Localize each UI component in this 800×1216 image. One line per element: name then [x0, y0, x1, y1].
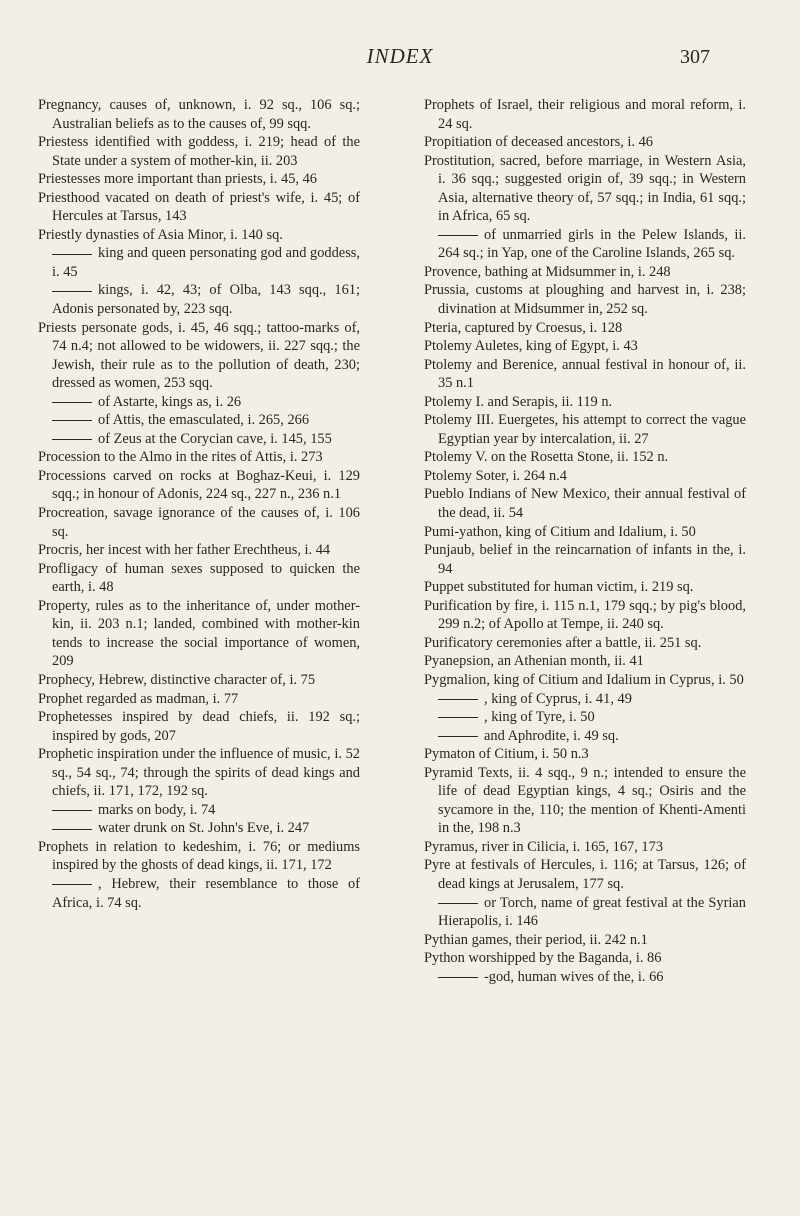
index-subentry: [424, 894, 746, 931]
entry-text: , king of Tyre, i. 50: [484, 709, 595, 726]
index-subentry: [38, 875, 360, 912]
index-entry: [424, 634, 746, 653]
index-entry: [38, 319, 360, 393]
entry-text: Ptolemy I. and Serapis, ii. 119 n.: [424, 393, 613, 410]
index-subentry: [38, 244, 360, 281]
index-entry: [38, 838, 360, 875]
repeat-dash: [438, 977, 478, 978]
page-header: [0, 44, 800, 74]
entry-text: Priestly dynasties of Asia Minor, i. 140 sq.: [38, 226, 283, 243]
entry-text: Procris, her incest with her father Erechtheus, i. 44: [38, 542, 331, 559]
index-subentry: [38, 819, 360, 838]
entry-text: Profligacy of human sexes supposed to quicken the earth, i. 48: [38, 560, 360, 596]
entry-text: Priestesses more important than priests, i. 45, 46: [38, 171, 317, 188]
entry-text: Procession to the Almo in the rites of Attis, i. 273: [38, 449, 323, 466]
entry-text: Prussia, customs at ploughing and harvest in, i. 238; divination at Midsummer in, 252 sq.: [424, 282, 746, 318]
index-entry: [424, 931, 746, 950]
index-entry: [424, 281, 746, 318]
index-entry: [424, 856, 746, 893]
repeat-dash: [438, 699, 478, 700]
index-entry: [38, 226, 360, 245]
index-entry: [424, 949, 746, 968]
index-subentry: [424, 690, 746, 709]
entry-text: Pygmalion, king of Citium and Idalium in Cyprus, i. 50: [424, 671, 744, 688]
index-entry: [424, 652, 746, 671]
index-entry: [38, 560, 360, 597]
repeat-dash: [52, 254, 92, 255]
index-subentry: [38, 411, 360, 430]
index-entry: [424, 578, 746, 597]
index-entry: [424, 467, 746, 486]
index-entry: [424, 764, 746, 838]
repeat-dash: [52, 884, 92, 885]
index-entry: [38, 467, 360, 504]
entry-text: Provence, bathing at Midsummer in, i. 248: [424, 263, 671, 280]
entry-text: Propitiation of deceased ancestors, i. 46: [424, 134, 653, 151]
index-entry: [38, 745, 360, 801]
entry-text: and Aphrodite, i. 49 sq.: [484, 727, 619, 744]
repeat-dash: [52, 810, 92, 811]
repeat-dash: [52, 291, 92, 292]
repeat-dash: [52, 420, 92, 421]
index-entry: [424, 356, 746, 393]
index-subentry: [424, 727, 746, 746]
entry-text: of Zeus at the Corycian cave, i. 145, 155: [98, 430, 332, 447]
index-entry: [38, 671, 360, 690]
index-entry: [424, 597, 746, 634]
repeat-dash: [52, 439, 92, 440]
entry-text: Prophet regarded as madman, i. 77: [38, 690, 239, 707]
repeat-dash: [52, 829, 92, 830]
index-entry: [38, 504, 360, 541]
index-entry: [424, 263, 746, 282]
entry-text: Python worshipped by the Baganda, i. 86: [424, 950, 662, 967]
entry-text: Purification by fire, i. 115 n.1, 179 sqq.; by pig's blood, 299 n.2; of Apollo at Tempe, ii. 240 sq.: [424, 597, 746, 633]
entry-text: Prophetesses inspired by dead chiefs, ii. 192 sq.; inspired by gods, 207: [38, 709, 360, 744]
index-subentry: [38, 393, 360, 412]
index-entry: [38, 96, 360, 133]
index-entry: [424, 745, 746, 764]
repeat-dash: [438, 736, 478, 737]
index-entry: [38, 690, 360, 709]
left-index-column: [38, 96, 360, 912]
entry-text: Ptolemy Soter, i. 264 n.4: [424, 467, 567, 484]
entry-text: Property, rules as to the inheritance of, under mother-kin, ii. 203 n.1; landed, combined with mother-kin tends to increase the social importance of women, 209: [38, 597, 360, 670]
entry-text: marks on body, i. 74: [98, 801, 216, 818]
entry-text: , Hebrew, their resemblance to those of Africa, i. 74 sq.: [52, 875, 360, 911]
entry-text: kings, i. 42, 43; of Olba, 143 sqq., 161; Adonis personated by, 223 sqq.: [52, 282, 360, 318]
entry-text: Pyramus, river in Cilicia, i. 165, 167, 173: [424, 838, 664, 855]
index-entry: [424, 448, 746, 467]
index-subentry: [38, 801, 360, 820]
entry-text: Procreation, savage ignorance of the causes of, i. 106 sq.: [38, 505, 360, 540]
entry-text: , king of Cyprus, i. 41, 49: [484, 690, 632, 707]
repeat-dash: [438, 235, 478, 236]
entry-text: Ptolemy and Berenice, annual festival in honour of, ii. 35 n.1: [424, 356, 746, 392]
index-entry: [424, 337, 746, 356]
index-entry: [38, 133, 360, 170]
index-subentry: [38, 281, 360, 318]
index-subentry: [424, 226, 746, 263]
index-subentry: [424, 708, 746, 727]
entry-text: Priests personate gods, i. 45, 46 sqq.; tattoo-marks of, 74 n.4; not allowed to be widowers, ii. 227 sqq.; the Jewish, their rule as to the pollution of death, 230; dressed as women, 253 sqq.: [38, 319, 360, 392]
entry-text: Prophecy, Hebrew, distinctive character of, i. 75: [38, 671, 316, 688]
index-entry: [424, 411, 746, 448]
index-subentry: [424, 968, 746, 987]
entry-text: Pregnancy, causes of, unknown, i. 92 sq., 106 sq.; Australian beliefs as to the causes of, 99 sqq.: [38, 97, 360, 132]
entry-text: of Astarte, kings as, i. 26: [98, 393, 242, 410]
index-entry: [38, 597, 360, 671]
entry-text: Pumi-yathon, king of Citium and Idalium, i. 50: [424, 523, 696, 540]
repeat-dash: [438, 903, 478, 904]
entry-text: Prostitution, sacred, before marriage, in Western Asia, i. 36 sqq.; suggested origin of, 39 sqq.; in Western Asia, alternative theory of, 57 sqq.; in India, 61 sqq.; in Africa, 65 sq.: [424, 152, 746, 225]
index-entry: [424, 96, 746, 133]
entry-text: Puppet substituted for human victim, i. 219 sq.: [424, 579, 694, 596]
index-entry: [38, 708, 360, 745]
page-number: 307: [680, 46, 710, 68]
entry-text: or Torch, name of great festival at the Syrian Hierapolis, i. 146: [438, 894, 746, 930]
entry-text: Punjaub, belief in the reincarnation of infants in the, i. 94: [424, 542, 746, 577]
index-entry: [424, 152, 746, 226]
entry-text: Ptolemy Auletes, king of Egypt, i. 43: [424, 338, 638, 355]
entry-text: of Attis, the emasculated, i. 265, 266: [98, 412, 310, 429]
entry-text: Pyramid Texts, ii. 4 sqq., 9 n.; intended to ensure the life of dead Egyptian kings, 4 sq.; Osiris and the sycamore in the, 110; the mention of Khenti-Amenti in the, 198 n.3: [424, 764, 746, 837]
index-entry: [424, 523, 746, 542]
index-entry: [424, 393, 746, 412]
entry-text: king and queen personating god and goddess, i. 45: [52, 245, 360, 280]
entry-text: Prophets in relation to kedeshim, i. 76; or mediums inspired by the ghosts of dead kings, ii. 171, 172: [38, 838, 360, 874]
right-index-column: [424, 96, 746, 986]
entry-text: Ptolemy V. on the Rosetta Stone, ii. 152 n.: [424, 449, 669, 466]
index-entry: [38, 448, 360, 467]
entry-text: Pymaton of Citium, i. 50 n.3: [424, 746, 589, 763]
entry-text: Pyanepsion, an Athenian month, ii. 41: [424, 653, 644, 670]
index-entry: [38, 189, 360, 226]
entry-text: Priestess identified with goddess, i. 219; head of the State under a system of mother-kin, ii. 203: [38, 134, 360, 169]
entry-text: Purificatory ceremonies after a battle, ii. 251 sq.: [424, 634, 702, 651]
index-entry: [424, 541, 746, 578]
index-entry: [38, 541, 360, 560]
entry-text: Prophetic inspiration under the influence of music, i. 52 sq., 54 sq., 74; through the spirits of dead kings and chiefs, ii. 171, 172, 192 sq.: [38, 746, 360, 800]
entry-text: Priesthood vacated on death of priest's wife, i. 45; of Hercules at Tarsus, 143: [38, 189, 360, 225]
entry-text: Prophets of Israel, their religious and moral reform, i. 24 sq.: [424, 97, 746, 132]
index-entry: [424, 319, 746, 338]
entry-text: of unmarried girls in the Pelew Islands, ii. 264 sq.; in Yap, one of the Caroline Islands, 265 sq.: [438, 226, 746, 262]
entry-text: Pueblo Indians of New Mexico, their annual festival of the dead, ii. 54: [424, 486, 746, 522]
repeat-dash: [52, 402, 92, 403]
entry-text: Pythian games, their period, ii. 242 n.1: [424, 931, 648, 948]
entry-text: Processions carved on rocks at Boghaz-Keui, i. 129 sqq.; in honour of Adonis, 224 sq., 227 n., 236 n.1: [38, 467, 360, 503]
entry-text: Pteria, captured by Croesus, i. 128: [424, 319, 623, 336]
repeat-dash: [438, 717, 478, 718]
index-entry: [424, 671, 746, 690]
entry-text: Ptolemy III. Euergetes, his attempt to correct the vague Egyptian year by intercalation, ii. 27: [424, 412, 746, 447]
index-entry: [38, 170, 360, 189]
index-subentry: [38, 430, 360, 449]
index-entry: [424, 838, 746, 857]
entry-text: water drunk on St. John's Eve, i. 247: [98, 820, 310, 837]
entry-text: Pyre at festivals of Hercules, i. 116; at Tarsus, 126; of dead kings at Jerusalem, 177 sq.: [424, 857, 746, 892]
index-entry: [424, 133, 746, 152]
entry-text: -god, human wives of the, i. 66: [484, 968, 664, 985]
running-head: INDEX: [366, 44, 434, 68]
index-entry: [424, 485, 746, 522]
